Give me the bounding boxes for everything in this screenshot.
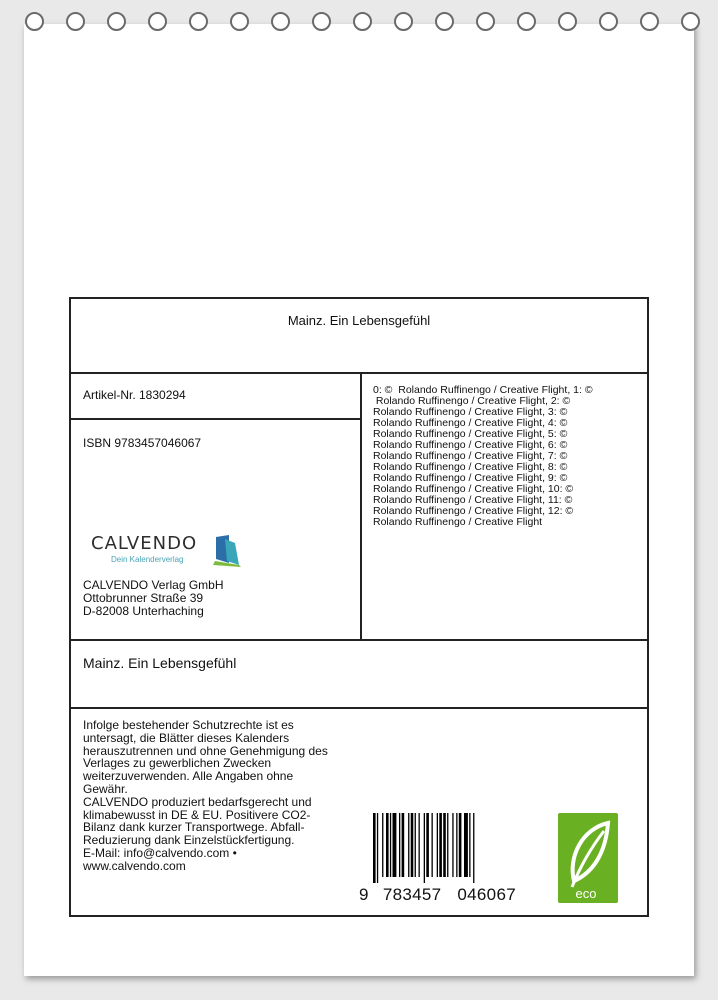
copyright-line: Rolando Ruffinengo / Creative Flight, 11: © — [373, 494, 573, 506]
barcode-bar — [382, 813, 383, 877]
copyright-line: Rolando Ruffinengo / Creative Flight, 3: © — [373, 406, 568, 418]
legal-line: herauszutrennen und ohne Genehmigung des — [83, 743, 328, 758]
binding-ring-icon — [312, 12, 331, 31]
info-card — [69, 297, 649, 917]
copyright-line: Rolando Ruffinengo / Creative Flight, 4: © — [373, 417, 568, 429]
copyright-line: Rolando Ruffinengo / Creative Flight, 6: © — [373, 439, 568, 451]
barcode-first-digit: 9 — [359, 885, 369, 904]
barcode-bar — [373, 813, 376, 883]
barcode-bar — [402, 813, 405, 877]
card-title-mid: Mainz. Ein Lebensgefühl — [83, 655, 237, 671]
barcode-bar — [377, 813, 378, 883]
barcode-bar — [443, 813, 446, 877]
binding-ring-icon — [640, 12, 659, 31]
binding-ring-icon — [107, 12, 126, 31]
barcode-bar — [386, 813, 389, 877]
divider — [360, 372, 362, 639]
barcode-left-group: 783457 — [382, 885, 442, 904]
binding-ring-icon — [230, 12, 249, 31]
copyright-line: 0: © Rolando Ruffinengo / Creative Flight, 1: © — [373, 384, 593, 396]
copyright-line: Rolando Ruffinengo / Creative Flight, 12: © — [373, 505, 574, 517]
logo-wordmark: CALVENDO — [91, 533, 198, 554]
barcode-bar — [456, 813, 457, 877]
barcode-bar — [469, 813, 470, 877]
calvendo-logo-mark-icon — [213, 535, 243, 567]
legal-line: Bilanz dank kurzer Transportwege. Abfall- — [83, 820, 305, 835]
publisher-street: Ottobrunner Straße 39 — [83, 591, 204, 605]
legal-line: weiterzuverwenden. Alle Angaben ohne — [83, 769, 294, 784]
publisher-city: D-82008 Unterhaching — [83, 604, 204, 618]
legal-line: Infolge bestehender Schutzrechte ist es — [83, 718, 294, 732]
publisher-name: CALVENDO Verlag GmbH — [83, 578, 224, 592]
binding-ring-icon — [66, 12, 85, 31]
binding-ring-icon — [476, 12, 495, 31]
barcode-bar — [408, 813, 409, 877]
legal-line: E-Mail: info@calvendo.com • — [83, 845, 237, 860]
barcode-bar — [390, 813, 391, 877]
binding-ring-icon — [353, 12, 372, 31]
barcode-bar — [473, 813, 474, 883]
divider — [71, 372, 647, 374]
calvendo-logo — [91, 533, 231, 569]
binding-ring-icon — [435, 12, 454, 31]
logo-tagline: Dein Kalenderverlag — [111, 555, 184, 564]
legal-line: Reduzierung dank Einzelstückfertigung. — [83, 833, 295, 848]
copyright-line: Rolando Ruffinengo / Creative Flight, 9: © — [373, 472, 568, 484]
copyright-line: Rolando Ruffinengo / Creative Flight, 2: © — [373, 395, 571, 407]
copyright-line: Rolando Ruffinengo / Creative Flight, 10: © — [373, 483, 574, 495]
legal-notice — [83, 719, 363, 873]
binding-ring-icon — [394, 12, 413, 31]
binding-ring-icon — [148, 12, 167, 31]
binding-ring-icon — [271, 12, 290, 31]
copyright-line: Rolando Ruffinengo / Creative Flight — [373, 516, 543, 528]
divider — [71, 707, 647, 709]
binding-rings — [0, 12, 718, 34]
card-title-top: Mainz. Ein Lebensgefühl — [287, 313, 431, 328]
legal-line: untersagt, die Blätter dieses Kalenders — [83, 730, 290, 745]
copyright-line: Rolando Ruffinengo / Creative Flight, 8: © — [373, 461, 568, 473]
eco-leaf-icon — [558, 813, 618, 903]
barcode-bar — [424, 813, 425, 883]
copyright-line: Rolando Ruffinengo / Creative Flight, 7: © — [373, 450, 568, 462]
binding-ring-icon — [189, 12, 208, 31]
barcode-bar — [447, 813, 448, 877]
barcode-digits — [359, 885, 516, 905]
barcode-bar — [399, 813, 400, 877]
barcode-bar — [464, 813, 468, 877]
divider — [71, 418, 360, 420]
barcode-bar — [415, 813, 416, 877]
legal-line: Verlages zu gewerblichen Zwecken — [83, 756, 272, 771]
copyright-line: Rolando Ruffinengo / Creative Flight, 5: © — [373, 428, 568, 440]
barcode-bar — [432, 813, 433, 877]
article-number: Artikel-Nr. 1830294 — [83, 388, 186, 402]
barcode-bar — [411, 813, 414, 877]
binding-ring-icon — [558, 12, 577, 31]
binding-ring-icon — [25, 12, 44, 31]
isbn-barcode — [371, 813, 521, 883]
barcode-bar — [437, 813, 438, 877]
legal-line: klimabewusst in DE & EU. Positivere CO2- — [83, 807, 311, 822]
legal-line: CALVENDO produziert bedarfsgerecht und — [83, 794, 312, 809]
barcode-bar — [426, 813, 429, 877]
legal-line: Gewähr. — [83, 781, 128, 796]
binding-ring-icon — [517, 12, 536, 31]
binding-ring-icon — [599, 12, 618, 31]
binding-ring-icon — [681, 12, 700, 31]
barcode-bar — [452, 813, 453, 877]
isbn: ISBN 9783457046067 — [83, 436, 202, 450]
image-copyright-list — [373, 385, 623, 528]
eco-label: eco — [575, 886, 597, 901]
barcode-bar — [419, 813, 420, 877]
barcode-bar — [393, 813, 397, 877]
barcode-bar — [439, 813, 442, 877]
legal-line: www.calvendo.com — [83, 858, 186, 873]
barcode-bar — [459, 813, 462, 877]
barcode-right-group: 046067 — [457, 885, 516, 904]
divider — [71, 639, 647, 641]
